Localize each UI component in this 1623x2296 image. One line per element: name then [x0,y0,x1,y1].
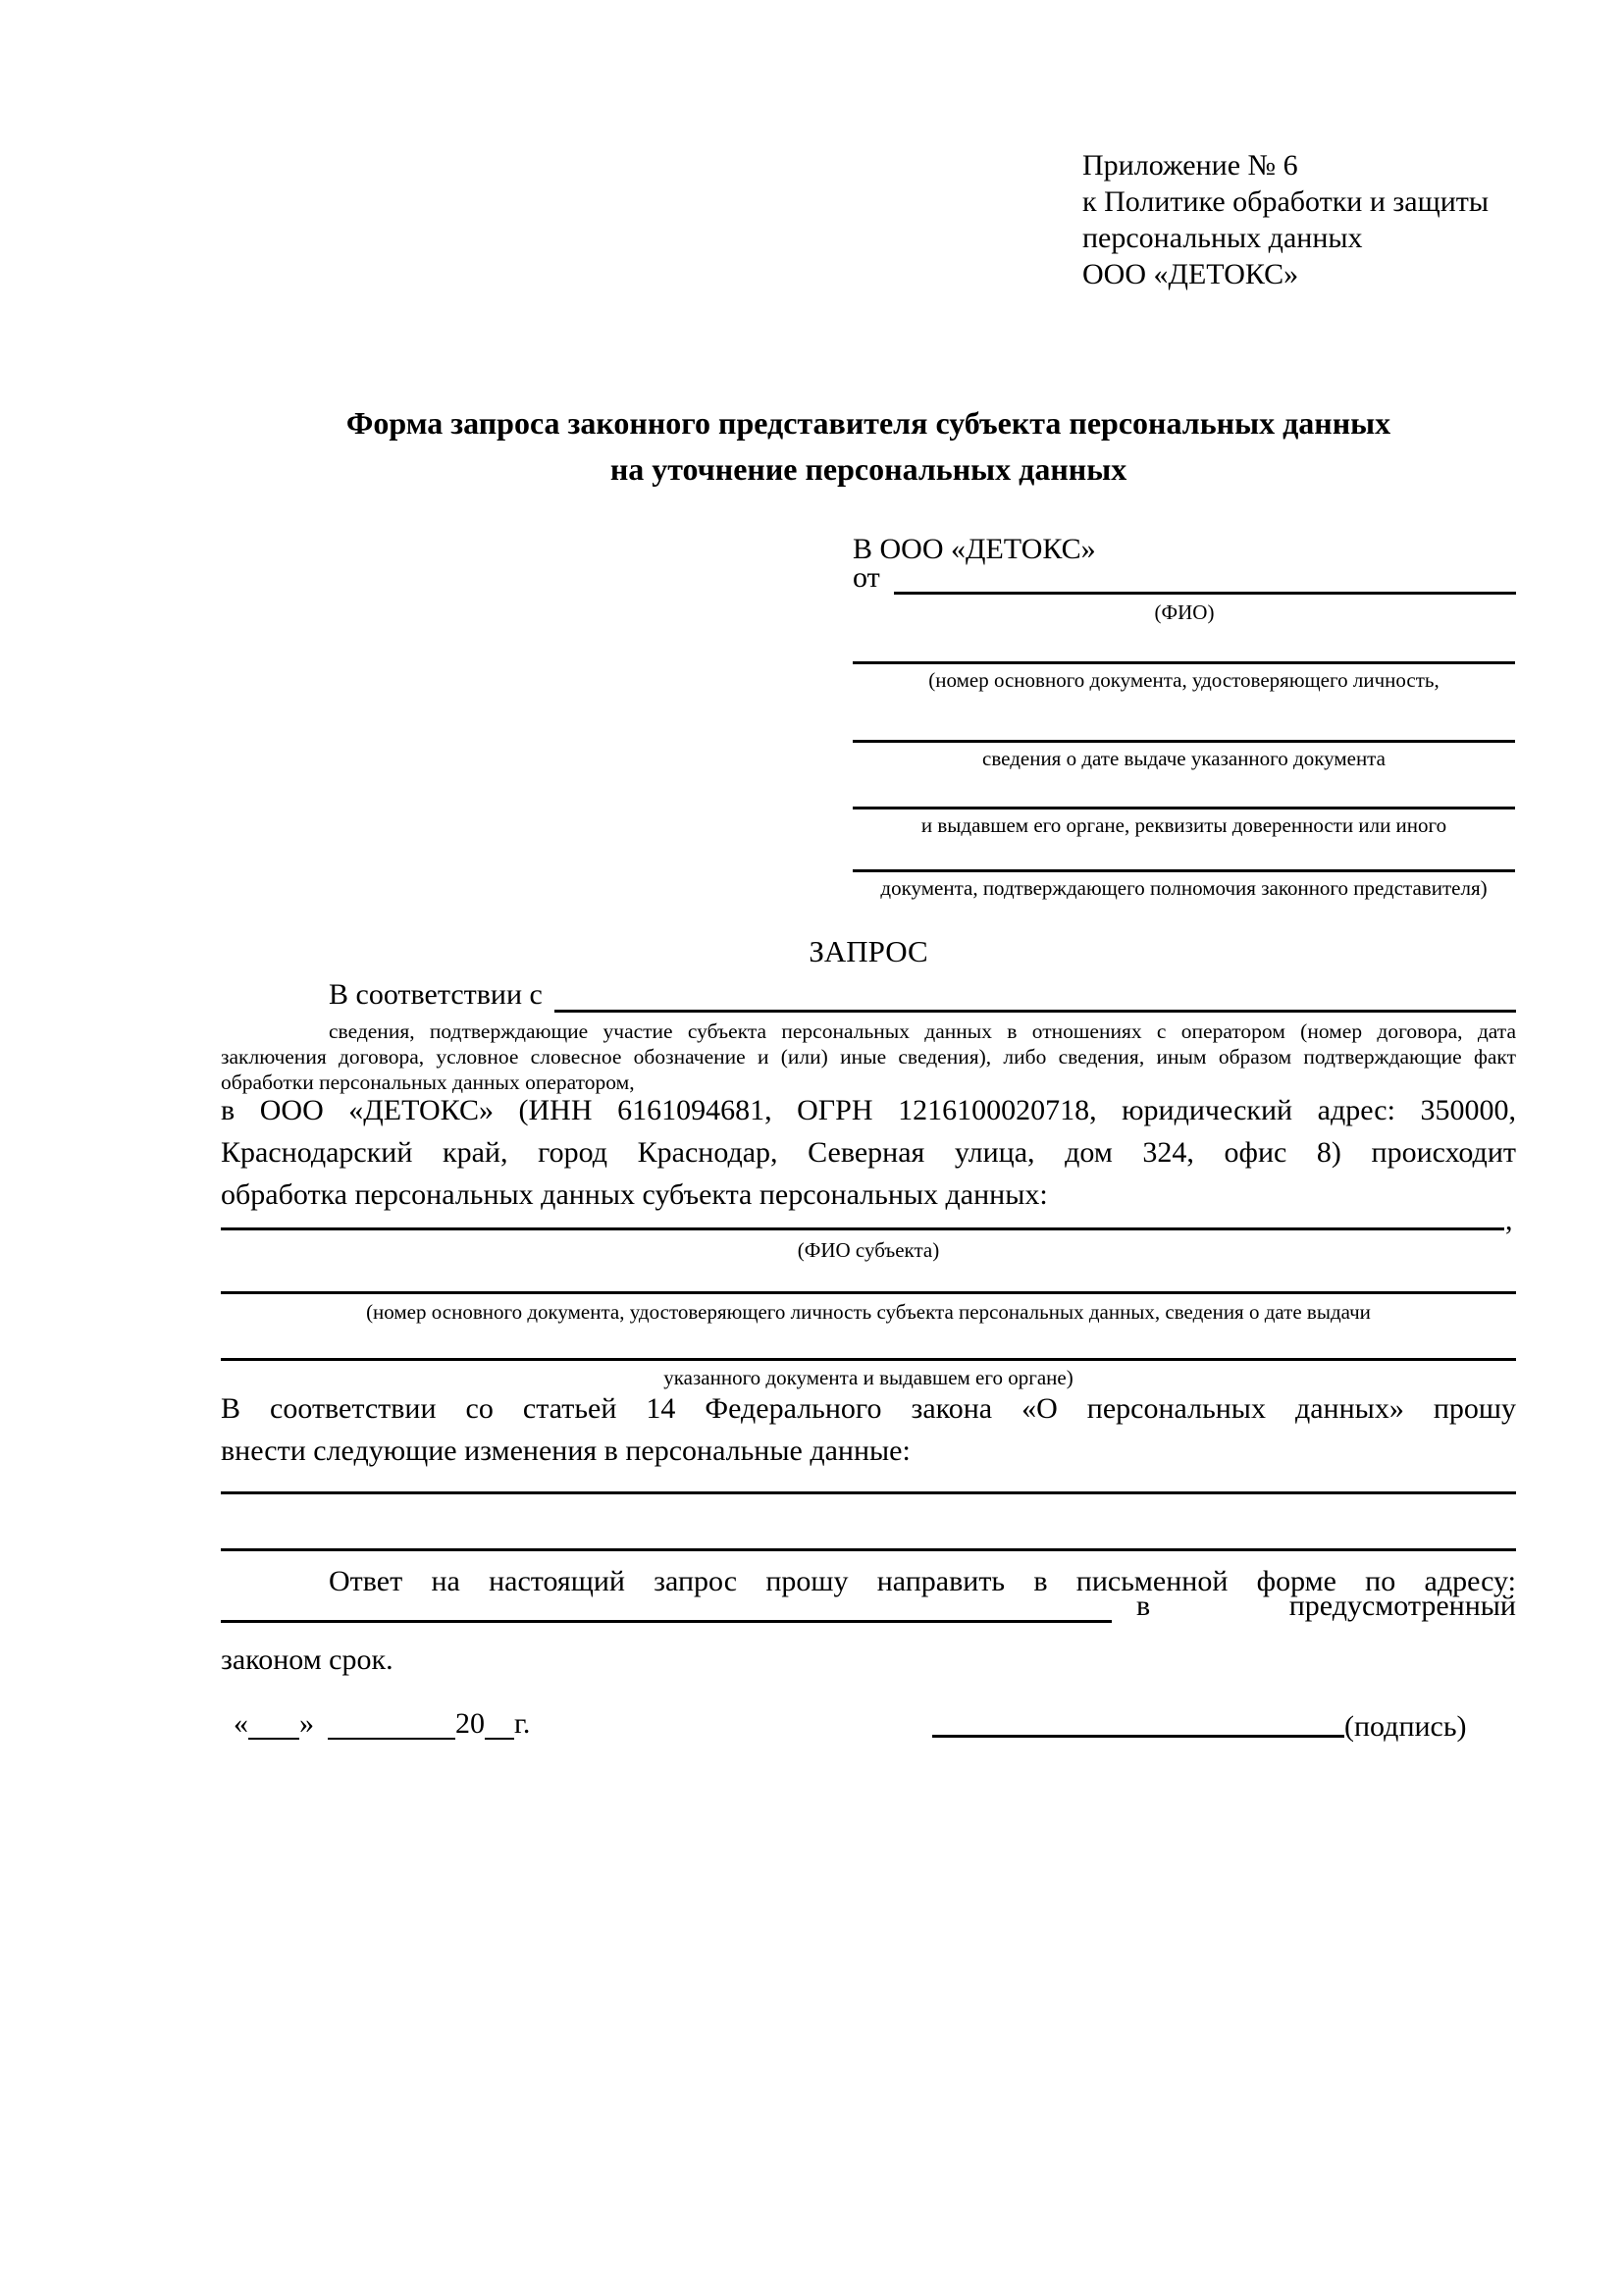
authority-document-blank-field[interactable] [853,869,1515,872]
signature-caption: (подпись) [1344,1710,1467,1743]
date-year-blank-field[interactable] [485,1707,514,1740]
subject-document-caption: (номер основного документа, удостоверяющего личность субъекта персональных данных, сведения о дате выдачи [366,1300,1371,1324]
operator-paragraph-line: обработка персональных данных субъекта персональных данных: [221,1178,1048,1211]
representative-fio-blank-field[interactable] [894,558,1516,595]
answer-address-line [221,1592,1516,1623]
field-caption: и выдавшем его органе, реквизиты доверенности или иного [920,813,1447,837]
changes-blank-field-2[interactable] [221,1548,1516,1551]
date-line [234,1707,530,1740]
legal-basis-blank-field[interactable] [554,974,1516,1013]
date-month-blank-field[interactable] [328,1707,455,1740]
operator-paragraph-line: в ООО «ДЕТОКС» (ИНН 6161094681, ОГРН 1216100020718, юридический адрес: 350000, [221,1094,1516,1126]
intro-note-line: заключения договора, условное словесное обозначение и (или) иные сведения), либо сведения, иным образом подтверждающие факт [221,1045,1516,1069]
date-year-suffix: г. [514,1707,531,1740]
answer-paragraph-line: Ответ на настоящий запрос прошу направить в письменной форме по адресу: [329,1565,1516,1597]
intro-line [221,977,1516,1013]
changes-blank-field-1[interactable] [221,1491,1516,1494]
subject-fio-caption: (ФИО субъекта) [797,1238,940,1262]
form-title-line: на уточнение персональных данных [609,451,1127,487]
answer-address-blank-field[interactable] [221,1589,1112,1623]
request-heading: ЗАПРОС [809,934,928,968]
date-quote-open: « [234,1707,248,1740]
answer-paragraph-line: законом срок. [221,1644,393,1676]
article-paragraph-line: В соответствии со статьей 14 Федерального закона «О персональных данных» прошу [221,1392,1516,1425]
subject-document-blank-field[interactable] [221,1291,1516,1294]
intro-note-line: обработки персональных данных оператором, [221,1070,635,1094]
answer-word: в [1136,1590,1151,1622]
field-caption: (номер основного документа, удостоверяющего личность, [928,668,1440,692]
field-caption: документа, подтверждающего полномочия законного представителя) [880,876,1488,900]
subject-fio-blank-field[interactable] [221,1227,1504,1230]
annex-note-line: персональных данных [1082,222,1363,254]
addressee-organization: В ООО «ДЕТОКС» [853,533,1096,565]
form-title [221,400,1516,493]
subject-document-caption: указанного документа и выдавшем его органе) [663,1366,1073,1389]
trailing-comma: , [1505,1204,1513,1236]
annex-note-line: к Политике обработки и защиты [1082,185,1490,218]
date-day-blank-field[interactable] [248,1707,299,1740]
answer-inline-words [1112,1590,1516,1623]
date-year-prefix: 20 [455,1707,485,1740]
date-quote-close: » [299,1707,314,1740]
signature-blank-field[interactable] [932,1735,1344,1738]
fio-caption: (ФИО) [1154,600,1215,624]
from-label: от [853,561,880,594]
article-paragraph-line: внести следующие изменения в персональные данные: [221,1435,911,1467]
document-issue-date-blank-field[interactable] [853,740,1515,743]
issuing-authority-blank-field[interactable] [853,807,1515,809]
annex-note-line: Приложение № 6 [1082,149,1298,182]
intro-label: В соответствии с [329,978,543,1011]
annex-note-line: ООО «ДЕТОКС» [1082,258,1299,290]
annex-note [1082,147,1534,292]
answer-word: предусмотренный [1288,1590,1516,1622]
intro-note-line: сведения, подтверждающие участие субъекта персональных данных в отношениях с оператором (номер договора, дата [329,1019,1516,1043]
operator-paragraph-line: Краснодарский край, город Краснодар, Северная улица, дом 324, офис 8) происходит [221,1136,1516,1169]
from-line [853,561,1516,595]
field-caption: сведения о дате выдаче указанного документа [982,747,1386,770]
subject-document-blank-field-2[interactable] [221,1358,1516,1361]
representative-document-blank-field[interactable] [853,661,1515,664]
form-title-line: Форма запроса законного представителя субъекта персональных данных [345,405,1391,441]
